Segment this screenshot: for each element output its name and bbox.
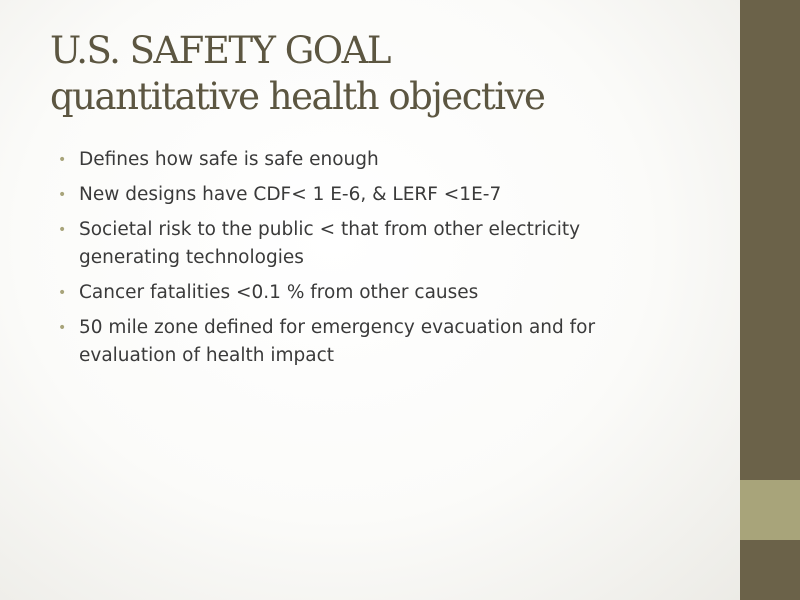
slide-title-line-2: quantitative health objective bbox=[50, 75, 545, 118]
bullet-dot-icon: • bbox=[58, 152, 67, 168]
theme-sidebar-accent bbox=[740, 480, 800, 540]
slide-title bbox=[50, 28, 730, 120]
bullet-dot-icon: • bbox=[58, 285, 67, 301]
bullet-text: Cancer fatalities <0.1 % from other causes bbox=[79, 282, 479, 303]
bullet-item bbox=[58, 146, 678, 174]
bullet-list bbox=[58, 146, 678, 377]
bullet-item bbox=[58, 216, 678, 272]
bullet-dot-icon: • bbox=[58, 320, 67, 336]
bullet-text: 50 mile zone defined for emergency evacuation and for evaluation of health impact bbox=[79, 317, 596, 366]
bullet-text: New designs have CDF< 1 E-6, & LERF <1E-7 bbox=[79, 184, 502, 205]
bullet-item bbox=[58, 181, 678, 209]
slide-title-line-1: U.S. SAFETY GOAL bbox=[50, 29, 390, 72]
bullet-item bbox=[58, 314, 678, 370]
bullet-text: Defines how safe is safe enough bbox=[79, 149, 379, 170]
bullet-dot-icon: • bbox=[58, 187, 67, 203]
bullet-dot-icon: • bbox=[58, 222, 67, 238]
bullet-item bbox=[58, 279, 678, 307]
bullet-text: Societal risk to the public < that from other electricity generating technologies bbox=[79, 219, 581, 268]
